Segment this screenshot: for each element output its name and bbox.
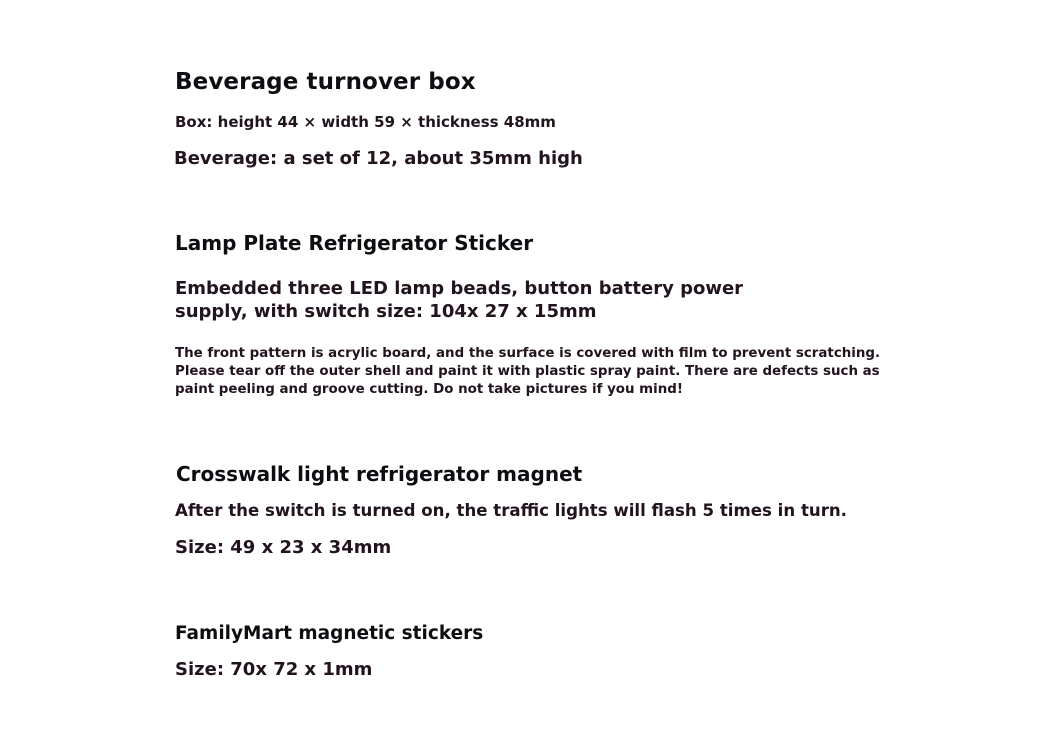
section-title: Beverage turnover box (175, 69, 476, 95)
crosswalk-description: After the switch is turned on, the traffic lights will flash 5 times in turn. (175, 501, 847, 520)
note-line: Please tear off the outer shell and paint it with plastic spray paint. There are defects such as (175, 364, 880, 379)
beverage-size-text: Beverage: a set of 12, about 35mm high (174, 148, 583, 169)
section-title: Crosswalk light refrigerator magnet (176, 462, 583, 486)
lamp-note (175, 345, 880, 399)
stickers-size-text: Size: 70x 72 x 1mm (175, 659, 373, 680)
description-line: supply, with switch size: 104x 27 x 15mm (175, 301, 597, 322)
note-line: The front pattern is acrylic board, and the surface is covered with film to prevent scratching. (175, 346, 881, 361)
note-line: paint peeling and groove cutting. Do not take pictures if you mind! (175, 382, 683, 397)
lamp-description (175, 277, 743, 323)
box-size-text: Box: height 44 × width 59 × thickness 48mm (175, 113, 556, 131)
description-line: Embedded three LED lamp beads, button battery power (175, 278, 744, 299)
section-title: FamilyMart magnetic stickers (175, 623, 484, 644)
crosswalk-size-text: Size: 49 x 23 x 34mm (175, 537, 392, 558)
section-title: Lamp Plate Refrigerator Sticker (175, 231, 534, 255)
